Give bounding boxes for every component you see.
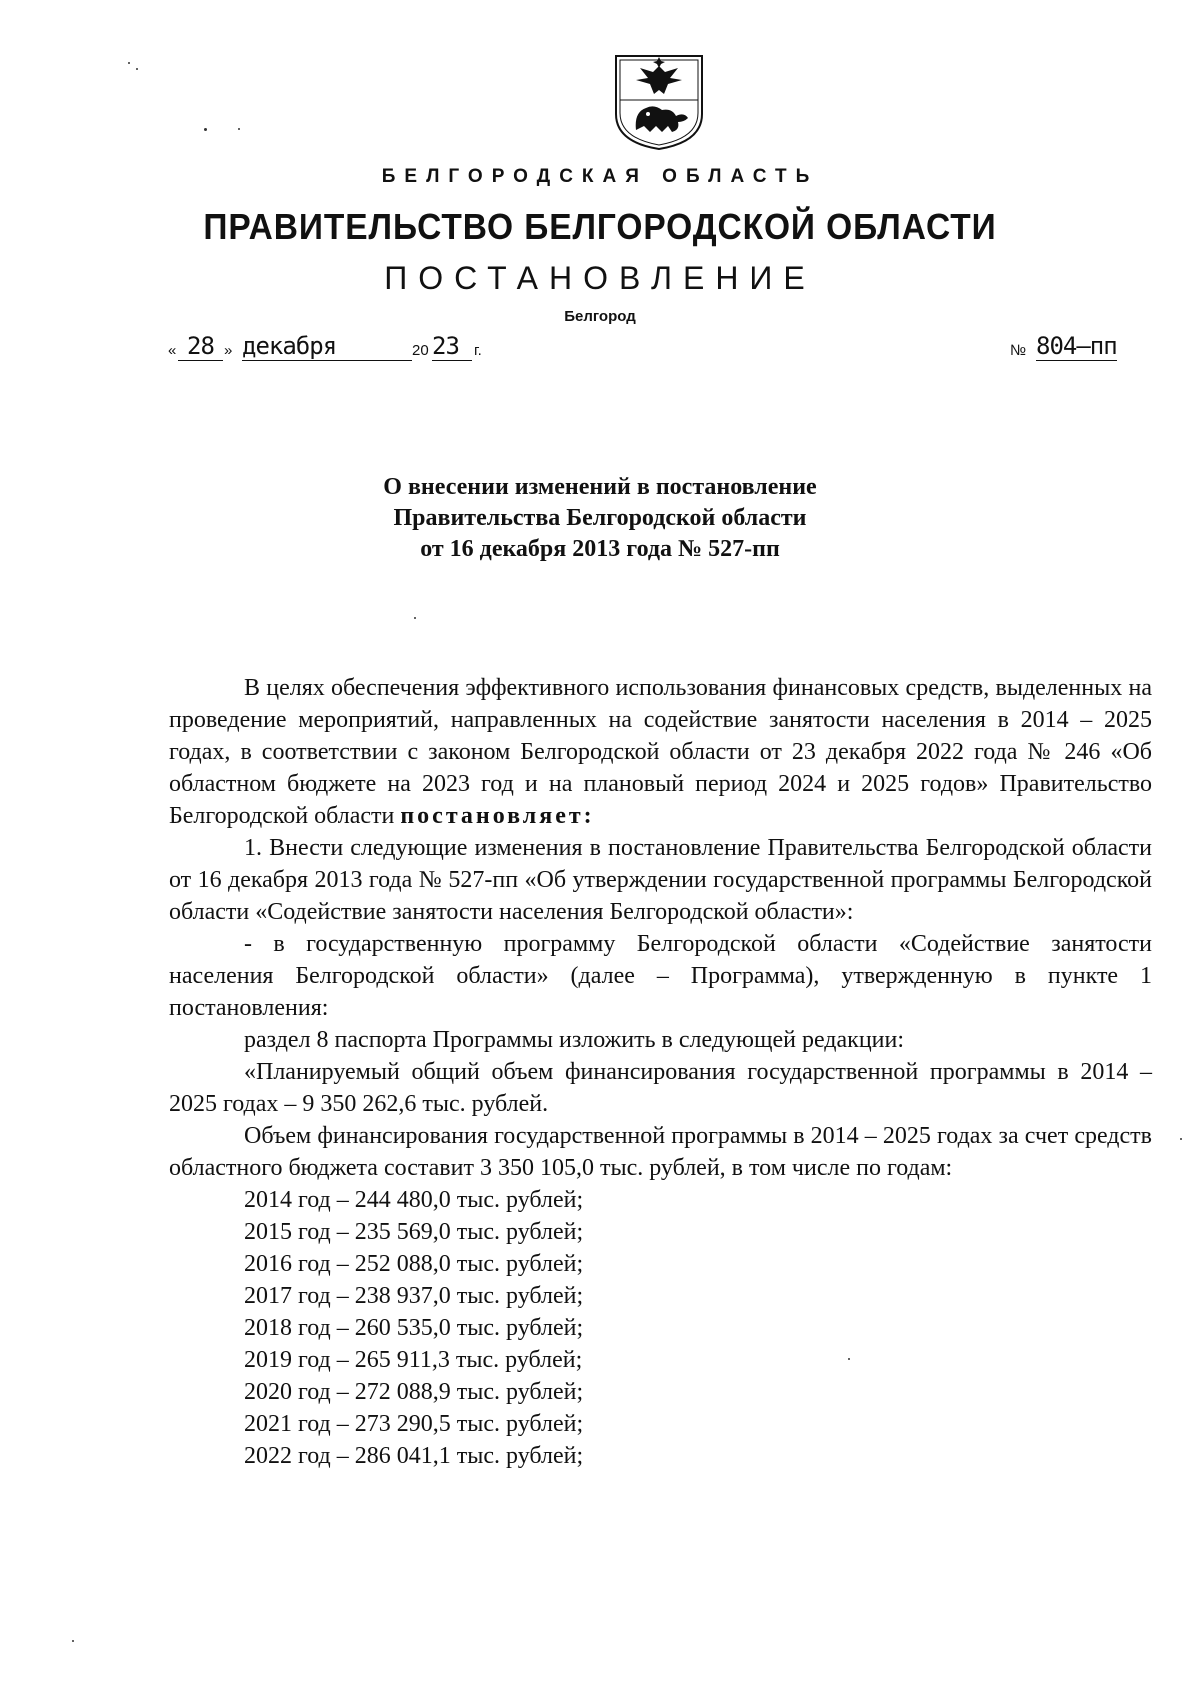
coat-of-arms-icon [610, 52, 708, 152]
body-paragraph-total: «Планируемый общий объем финансирования государственной программы в 2014 – 2025 годах – 9 350 262,6 тыс. рублей. [169, 1059, 1152, 1117]
document-number-sign: № [1010, 342, 1027, 359]
body-paragraph-regional: Объем финансирования государственной программы в 2014 – 2025 годах за счет средств областного бюджета составит 3 350 105,0 тыс. рублей, в том числе по годам: [169, 1123, 1152, 1181]
document-title [0, 472, 1200, 565]
preamble-text: В целях обеспечения эффективного использования финансовых средств, выделенных на проведение мероприятий, направленных на содействие занятости населения в 2014 – 2025 годах, в соответствии с законом Белгородской области от 23 декабря 2022 года № 246 «Об областном бюджете на 2023 год и на плановый период 2024 и 2025 годов» Правительство Белгородской области [169, 675, 1152, 829]
year-funding-line: 2016 год – 252 088,0 тыс. рублей; [244, 1251, 584, 1277]
year-funding-line: 2020 год – 272 088,9 тыс. рублей; [244, 1379, 584, 1405]
title-line: О внесении изменений в постановление [383, 474, 817, 500]
date-year: 23 [432, 332, 472, 361]
title-line: Правительства Белгородской области [393, 505, 807, 531]
document-type-heading: ПОСТАНОВЛЕНИЕ [384, 260, 816, 296]
title-line: от 16 декабря 2013 года № 527-пп [420, 536, 780, 562]
scan-speck [414, 617, 416, 619]
date-month: декабря [242, 332, 412, 361]
government-heading: ПРАВИТЕЛЬСТВО БЕЛГОРОДСКОЙ ОБЛАСТИ [203, 206, 997, 247]
body-paragraph-item-1: 1. Внести следующие изменения в постановление Правительства Белгородской области от 16 декабря 2013 года № 527-пп «Об утверждении государственной программы Белгородской области «Содействие занятости населения Белгородской области»: [169, 835, 1152, 925]
body-paragraph-program: - в государственную программу Белгородской области «Содействие занятости населения Белгородской области» (далее – Программа), утвержденную в пункте 1 постановления: [169, 931, 1152, 1021]
scan-speck [238, 128, 240, 130]
document-number: 804–пп [1036, 332, 1117, 360]
document-body [169, 672, 1152, 1472]
year-funding-line: 2015 год – 235 569,0 тыс. рублей; [244, 1219, 584, 1245]
date-century: 20 [412, 342, 429, 359]
year-funding-line: 2017 год – 238 937,0 тыс. рублей; [244, 1283, 584, 1309]
date-close-quote: » [224, 342, 233, 359]
year-funding-line: 2022 год – 286 041,1 тыс. рублей; [244, 1443, 584, 1469]
year-funding-line: 2021 год – 273 290,5 тыс. рублей; [244, 1411, 584, 1437]
city-label: Белгород [564, 308, 636, 325]
scan-speck [1180, 1138, 1182, 1140]
year-funding-line: 2014 год – 244 480,0 тыс. рублей; [244, 1187, 584, 1213]
date-number-row [168, 332, 1123, 366]
scan-speck [848, 1358, 850, 1360]
scan-speck [72, 1640, 74, 1642]
year-funding-line: 2019 год – 265 911,3 тыс. рублей; [244, 1347, 583, 1373]
scan-speck [136, 68, 138, 70]
body-paragraph-preamble [169, 672, 1152, 832]
scan-speck [128, 62, 130, 64]
date-day: 28 [178, 332, 223, 361]
body-paragraph-section: раздел 8 паспорта Программы изложить в следующей редакции: [244, 1027, 905, 1053]
resolves-word: постановляет: [400, 803, 595, 829]
date-open-quote: « [168, 342, 177, 359]
year-funding-line: 2018 год – 260 535,0 тыс. рублей; [244, 1315, 584, 1341]
date-year-suffix: г. [474, 342, 482, 359]
scan-speck [204, 128, 207, 131]
region-heading: БЕЛГОРОДСКАЯ ОБЛАСТЬ [381, 166, 819, 187]
